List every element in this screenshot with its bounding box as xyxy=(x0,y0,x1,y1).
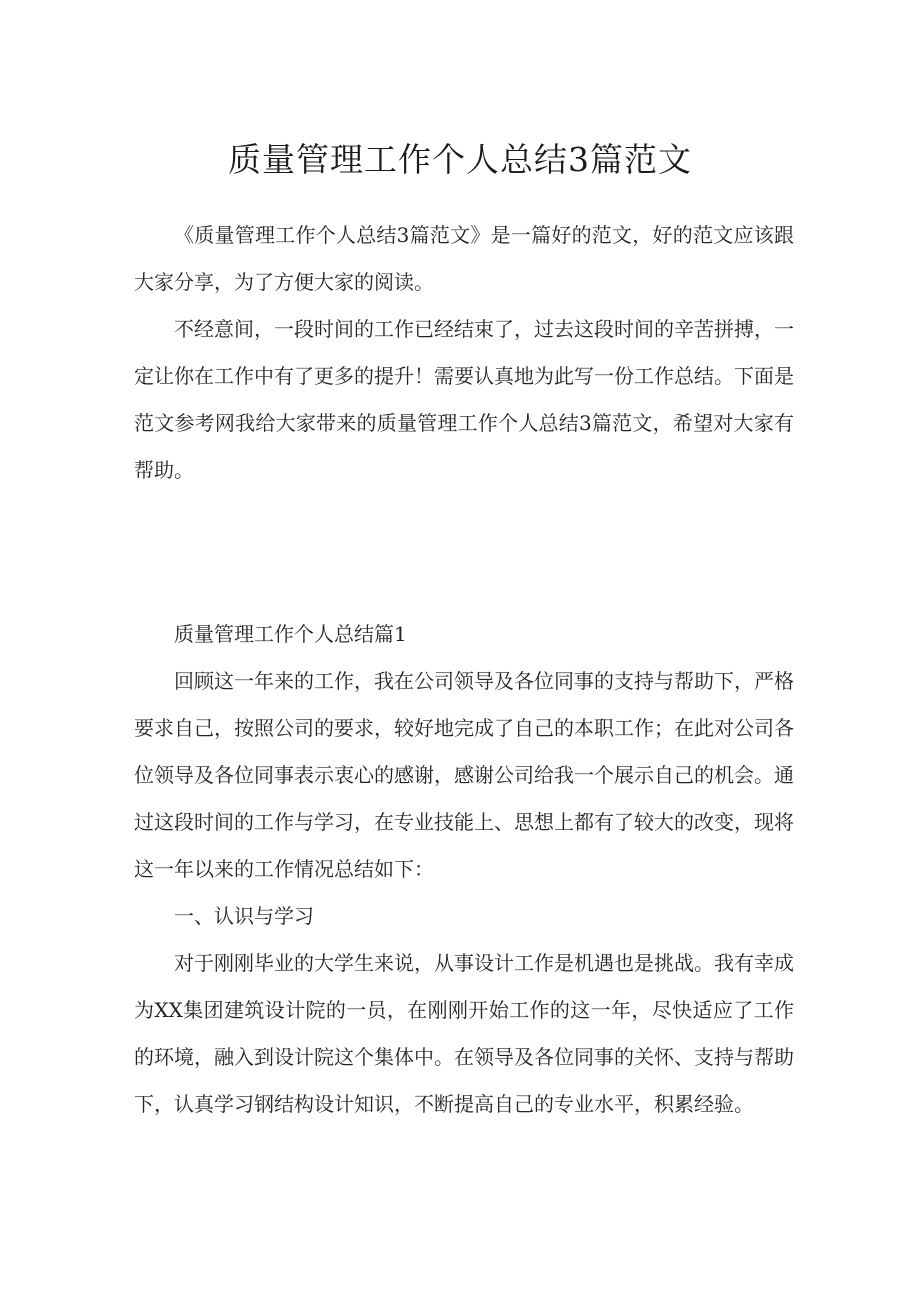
section-heading: 质量管理工作个人总结篇1 xyxy=(174,622,407,646)
section-paragraph: 回顾这一年来的工作，我在公司领导及各位同事的支持与帮助下，严格要求自己，按照公司的要求，较好地完成了自己的本职工作；在此对公司各位领导及各位同事表示衷心的感谢，感谢公司给我一个展示自己的机会。通过这段时间的工作与学习，在专业技能上、思想上都有了较大的改变，现将这一年以来的工作情况总结如下： xyxy=(134,669,794,881)
subsection-heading: 一、认识与学习 xyxy=(174,904,314,928)
intro-paragraph: 《质量管理工作个人总结3篇范文》是一篇好的范文，好的范文应该跟大家分享，为了方便大家的阅读。 xyxy=(134,223,794,294)
preface-paragraph: 不经意间，一段时间的工作已经结束了，过去这段时间的辛苦拼搏，一定让你在工作中有了更多的提升！需要认真地为此写一份工作总结。下面是范文参考网我给大家带来的质量管理工作个人总结3篇范文，希望对大家有帮助。 xyxy=(134,317,794,482)
document-title: 质量管理工作个人总结3篇范文 xyxy=(228,140,692,179)
document-body xyxy=(134,212,794,1128)
section-paragraph-2: 对于刚刚毕业的大学生来说，从事设计工作是机遇也是挑战。我有幸成为XX集团建筑设计院的一员，在刚刚开始工作的这一年，尽快适应了工作的环境，融入到设计院这个集体中。在领导及各位同事的关怀、支持与帮助下，认真学习钢结构设计知识，不断提高自己的专业水平，积累经验。 xyxy=(134,951,794,1116)
section-spacer xyxy=(134,494,794,611)
